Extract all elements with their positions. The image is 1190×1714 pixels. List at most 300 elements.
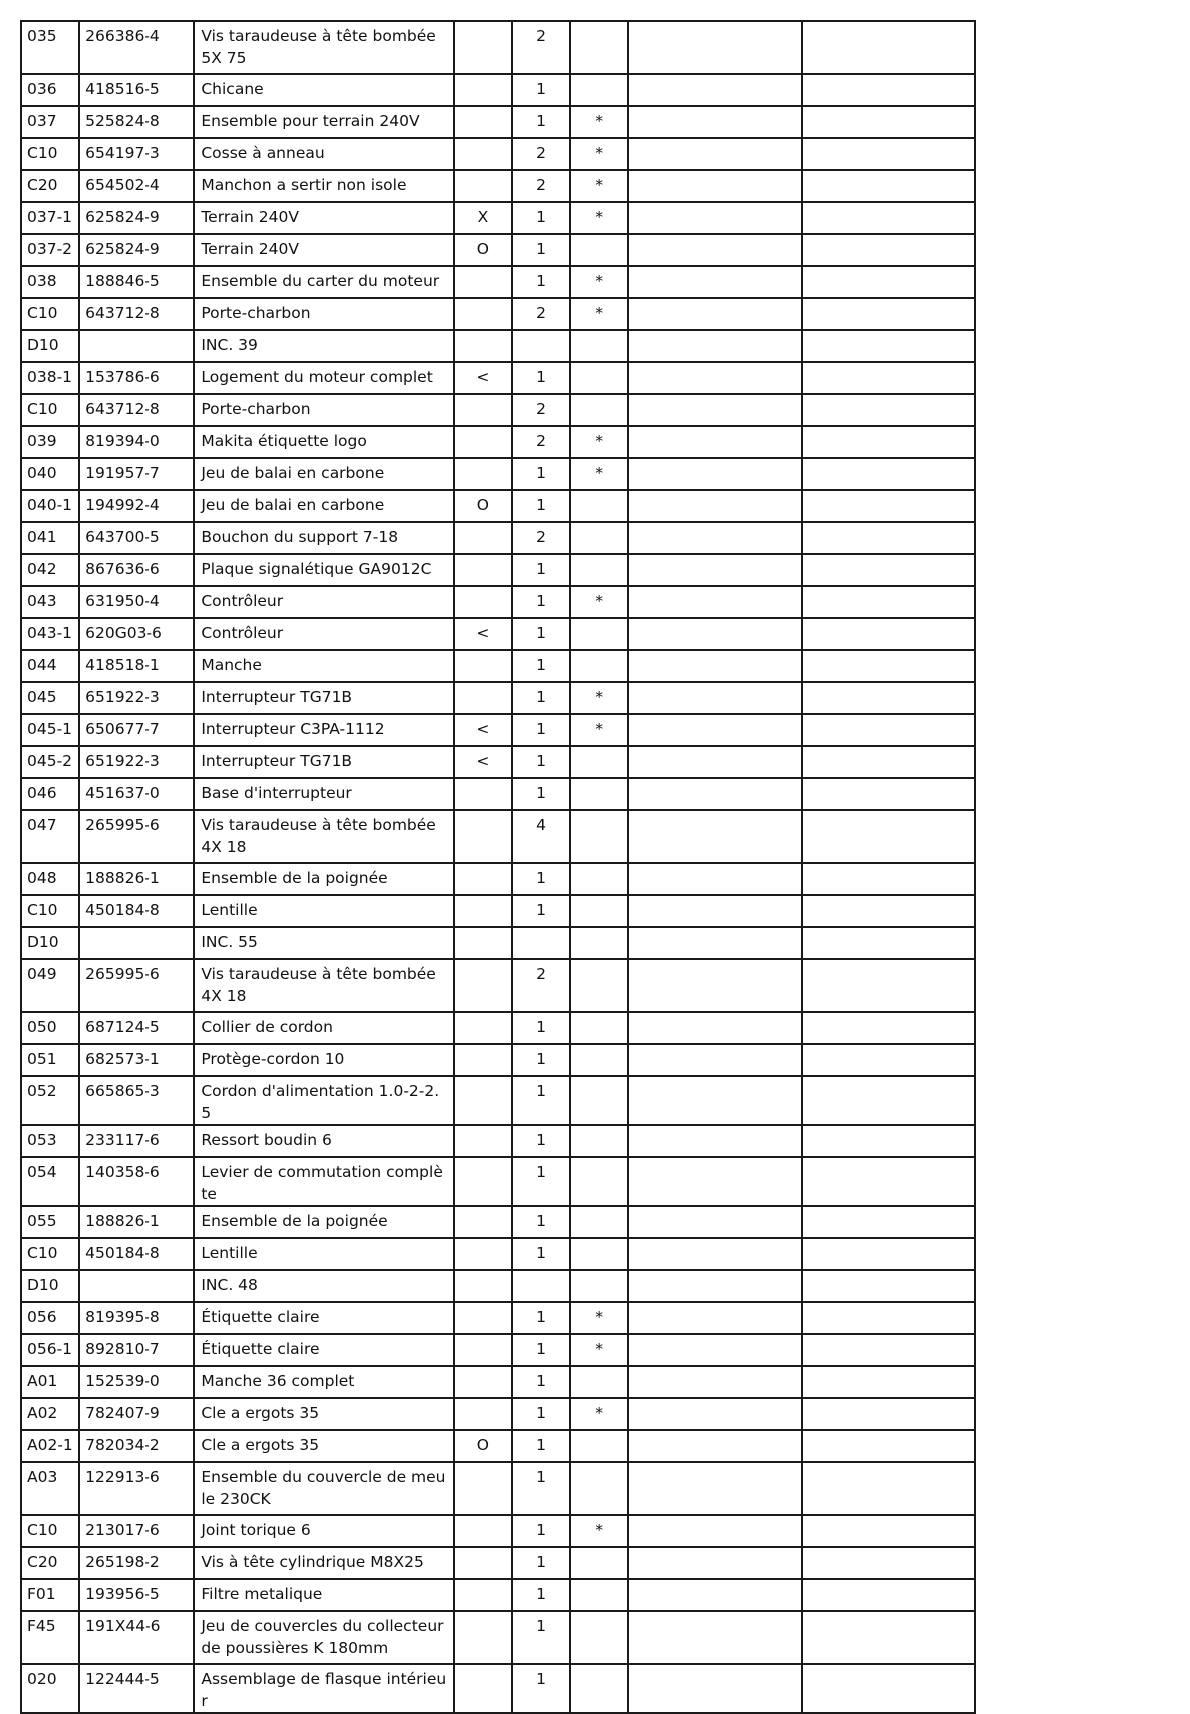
empty-cell-1: [628, 74, 801, 106]
item-number: C10: [21, 298, 79, 330]
empty-cell-2: [802, 394, 975, 426]
empty-cell-1: [628, 330, 801, 362]
description: Makita étiquette logo: [194, 426, 453, 458]
table-row: [21, 586, 975, 618]
note-mark: [570, 618, 628, 650]
item-number: A02: [21, 1398, 79, 1430]
table-row: [21, 1238, 975, 1270]
part-number: 654197-3: [79, 138, 194, 170]
part-number: 233117-6: [79, 1125, 194, 1157]
part-number: 651922-3: [79, 746, 194, 778]
table-row: [21, 927, 975, 959]
empty-cell-1: [628, 138, 801, 170]
empty-cell-2: [802, 1125, 975, 1157]
item-number: 051: [21, 1044, 79, 1076]
empty-cell-2: [802, 1044, 975, 1076]
part-number: 191X44-6: [79, 1611, 194, 1664]
description: Cle a ergots 35: [194, 1398, 453, 1430]
change-mark: [454, 554, 512, 586]
note-mark: [570, 1044, 628, 1076]
table-row: [21, 234, 975, 266]
part-number: 525824-8: [79, 106, 194, 138]
empty-cell-2: [802, 1547, 975, 1579]
change-mark: <: [454, 362, 512, 394]
description: Cle a ergots 35: [194, 1430, 453, 1462]
table-row: [21, 1462, 975, 1515]
description: Interrupteur TG71B: [194, 682, 453, 714]
note-mark: [570, 810, 628, 863]
item-number: 037-2: [21, 234, 79, 266]
part-number: 213017-6: [79, 1515, 194, 1547]
empty-cell-1: [628, 1334, 801, 1366]
item-number: 035: [21, 21, 79, 74]
empty-cell-1: [628, 1664, 801, 1713]
description: Plaque signalétique GA9012C: [194, 554, 453, 586]
note-mark: [570, 234, 628, 266]
quantity: 1: [512, 266, 570, 298]
note-mark: *: [570, 458, 628, 490]
table-row: [21, 1515, 975, 1547]
quantity: 1: [512, 554, 570, 586]
part-number: 193956-5: [79, 1579, 194, 1611]
note-mark: [570, 362, 628, 394]
quantity: 1: [512, 1664, 570, 1713]
empty-cell-2: [802, 138, 975, 170]
description: Ressort boudin 6: [194, 1125, 453, 1157]
note-mark: *: [570, 1302, 628, 1334]
table-row: [21, 1157, 975, 1206]
description: Protège-cordon 10: [194, 1044, 453, 1076]
empty-cell-2: [802, 1398, 975, 1430]
quantity: 1: [512, 586, 570, 618]
change-mark: O: [454, 1430, 512, 1462]
change-mark: [454, 1270, 512, 1302]
empty-cell-2: [802, 170, 975, 202]
item-number: 042: [21, 554, 79, 586]
note-mark: [570, 21, 628, 74]
description: Assemblage de flasque intérieur: [194, 1664, 453, 1713]
part-number: 650677-7: [79, 714, 194, 746]
note-mark: *: [570, 586, 628, 618]
part-number: [79, 330, 194, 362]
table-row: [21, 202, 975, 234]
item-number: 041: [21, 522, 79, 554]
empty-cell-2: [802, 21, 975, 74]
description: Lentille: [194, 1238, 453, 1270]
empty-cell-2: [802, 522, 975, 554]
description: Ensemble du couvercle de meule 230CK: [194, 1462, 453, 1515]
table-row: [21, 746, 975, 778]
item-number: 036: [21, 74, 79, 106]
part-number: 651922-3: [79, 682, 194, 714]
empty-cell-1: [628, 650, 801, 682]
part-number: 665865-3: [79, 1076, 194, 1125]
quantity: 1: [512, 1076, 570, 1125]
part-number: 782407-9: [79, 1398, 194, 1430]
quantity: 2: [512, 426, 570, 458]
note-mark: *: [570, 682, 628, 714]
description: Interrupteur TG71B: [194, 746, 453, 778]
part-number: [79, 1270, 194, 1302]
empty-cell-1: [628, 1270, 801, 1302]
item-number: 054: [21, 1157, 79, 1206]
item-number: 020: [21, 1664, 79, 1713]
description: Contrôleur: [194, 618, 453, 650]
change-mark: [454, 21, 512, 74]
item-number: F01: [21, 1579, 79, 1611]
item-number: A03: [21, 1462, 79, 1515]
quantity: 2: [512, 394, 570, 426]
part-number: 153786-6: [79, 362, 194, 394]
table-row: [21, 1611, 975, 1664]
change-mark: <: [454, 618, 512, 650]
description: Logement du moteur complet: [194, 362, 453, 394]
change-mark: [454, 1515, 512, 1547]
part-number: 643700-5: [79, 522, 194, 554]
table-row: [21, 1012, 975, 1044]
change-mark: [454, 959, 512, 1012]
table-row: [21, 426, 975, 458]
description: Porte-charbon: [194, 394, 453, 426]
part-number: 265995-6: [79, 810, 194, 863]
part-number: 625824-9: [79, 202, 194, 234]
part-number: 194992-4: [79, 490, 194, 522]
table-row: [21, 1430, 975, 1462]
empty-cell-1: [628, 1366, 801, 1398]
description: INC. 55: [194, 927, 453, 959]
change-mark: O: [454, 490, 512, 522]
quantity: 1: [512, 1515, 570, 1547]
change-mark: [454, 138, 512, 170]
item-number: 050: [21, 1012, 79, 1044]
change-mark: [454, 1366, 512, 1398]
item-number: 037-1: [21, 202, 79, 234]
parts-table-body: [21, 21, 975, 1713]
table-row: [21, 458, 975, 490]
empty-cell-2: [802, 490, 975, 522]
empty-cell-1: [628, 586, 801, 618]
table-row: [21, 650, 975, 682]
note-mark: [570, 895, 628, 927]
quantity: 1: [512, 863, 570, 895]
table-row: [21, 21, 975, 74]
table-row: [21, 714, 975, 746]
description: Joint torique 6: [194, 1515, 453, 1547]
note-mark: [570, 927, 628, 959]
empty-cell-2: [802, 298, 975, 330]
empty-cell-2: [802, 106, 975, 138]
note-mark: [570, 1157, 628, 1206]
empty-cell-2: [802, 74, 975, 106]
quantity: 2: [512, 21, 570, 74]
quantity: 1: [512, 1157, 570, 1206]
empty-cell-2: [802, 1302, 975, 1334]
empty-cell-2: [802, 1462, 975, 1515]
note-mark: [570, 1012, 628, 1044]
item-number: 046: [21, 778, 79, 810]
change-mark: [454, 1547, 512, 1579]
table-row: [21, 522, 975, 554]
table-row: [21, 554, 975, 586]
empty-cell-2: [802, 1515, 975, 1547]
description: Bouchon du support 7-18: [194, 522, 453, 554]
empty-cell-2: [802, 1334, 975, 1366]
part-number: 152539-0: [79, 1366, 194, 1398]
table-row: [21, 490, 975, 522]
empty-cell-1: [628, 21, 801, 74]
description: Manchon a sertir non isole: [194, 170, 453, 202]
description: Vis taraudeuse à tête bombée 4X 18: [194, 959, 453, 1012]
quantity: 1: [512, 1547, 570, 1579]
part-number: 418518-1: [79, 650, 194, 682]
change-mark: <: [454, 714, 512, 746]
change-mark: [454, 74, 512, 106]
empty-cell-2: [802, 1012, 975, 1044]
table-row: [21, 778, 975, 810]
part-number: 867636-6: [79, 554, 194, 586]
change-mark: [454, 106, 512, 138]
part-number: 191957-7: [79, 458, 194, 490]
empty-cell-2: [802, 1157, 975, 1206]
table-row: [21, 1270, 975, 1302]
quantity: 1: [512, 1579, 570, 1611]
empty-cell-2: [802, 863, 975, 895]
quantity: 1: [512, 490, 570, 522]
note-mark: *: [570, 426, 628, 458]
note-mark: [570, 1270, 628, 1302]
part-number: 682573-1: [79, 1044, 194, 1076]
empty-cell-1: [628, 554, 801, 586]
item-number: C20: [21, 1547, 79, 1579]
quantity: 1: [512, 618, 570, 650]
note-mark: *: [570, 1334, 628, 1366]
quantity: 1: [512, 1206, 570, 1238]
table-row: [21, 1206, 975, 1238]
item-number: 045-1: [21, 714, 79, 746]
quantity: 1: [512, 1238, 570, 1270]
empty-cell-2: [802, 1430, 975, 1462]
note-mark: [570, 1125, 628, 1157]
table-row: [21, 1547, 975, 1579]
part-number: 451637-0: [79, 778, 194, 810]
change-mark: [454, 810, 512, 863]
note-mark: [570, 650, 628, 682]
item-number: 040-1: [21, 490, 79, 522]
empty-cell-1: [628, 1611, 801, 1664]
empty-cell-1: [628, 234, 801, 266]
part-number: 188826-1: [79, 863, 194, 895]
item-number: 056: [21, 1302, 79, 1334]
item-number: 038: [21, 266, 79, 298]
quantity: [512, 1270, 570, 1302]
change-mark: [454, 298, 512, 330]
empty-cell-1: [628, 106, 801, 138]
part-number: [79, 927, 194, 959]
empty-cell-2: [802, 362, 975, 394]
empty-cell-2: [802, 1238, 975, 1270]
change-mark: [454, 1012, 512, 1044]
note-mark: [570, 554, 628, 586]
empty-cell-2: [802, 458, 975, 490]
empty-cell-1: [628, 810, 801, 863]
quantity: 1: [512, 1398, 570, 1430]
note-mark: [570, 1076, 628, 1125]
change-mark: O: [454, 234, 512, 266]
empty-cell-1: [628, 778, 801, 810]
change-mark: X: [454, 202, 512, 234]
empty-cell-2: [802, 1270, 975, 1302]
part-number: 188826-1: [79, 1206, 194, 1238]
part-number: 892810-7: [79, 1334, 194, 1366]
empty-cell-1: [628, 618, 801, 650]
change-mark: [454, 330, 512, 362]
change-mark: [454, 586, 512, 618]
empty-cell-1: [628, 1579, 801, 1611]
change-mark: [454, 778, 512, 810]
empty-cell-1: [628, 1206, 801, 1238]
description: Jeu de couvercles du collecteur de poussières K 180mm: [194, 1611, 453, 1664]
item-number: C20: [21, 170, 79, 202]
empty-cell-2: [802, 618, 975, 650]
item-number: 052: [21, 1076, 79, 1125]
empty-cell-1: [628, 426, 801, 458]
item-number: 053: [21, 1125, 79, 1157]
empty-cell-2: [802, 554, 975, 586]
table-row: [21, 74, 975, 106]
part-number: 643712-8: [79, 394, 194, 426]
part-number: 450184-8: [79, 1238, 194, 1270]
description: Jeu de balai en carbone: [194, 458, 453, 490]
note-mark: [570, 778, 628, 810]
table-row: [21, 1125, 975, 1157]
table-row: [21, 618, 975, 650]
description: Ensemble pour terrain 240V: [194, 106, 453, 138]
table-row: [21, 362, 975, 394]
empty-cell-2: [802, 586, 975, 618]
table-row: [21, 1334, 975, 1366]
empty-cell-1: [628, 1238, 801, 1270]
change-mark: [454, 1076, 512, 1125]
empty-cell-1: [628, 1302, 801, 1334]
empty-cell-2: [802, 959, 975, 1012]
empty-cell-2: [802, 234, 975, 266]
empty-cell-2: [802, 810, 975, 863]
item-number: 045: [21, 682, 79, 714]
empty-cell-1: [628, 1547, 801, 1579]
part-number: 140358-6: [79, 1157, 194, 1206]
item-number: 044: [21, 650, 79, 682]
change-mark: [454, 1664, 512, 1713]
description: Cosse à anneau: [194, 138, 453, 170]
table-row: [21, 138, 975, 170]
note-mark: [570, 1611, 628, 1664]
item-number: 037: [21, 106, 79, 138]
empty-cell-2: [802, 1206, 975, 1238]
table-row: [21, 1664, 975, 1713]
item-number: 039: [21, 426, 79, 458]
empty-cell-2: [802, 927, 975, 959]
note-mark: [570, 1238, 628, 1270]
change-mark: [454, 895, 512, 927]
description: INC. 48: [194, 1270, 453, 1302]
quantity: 1: [512, 650, 570, 682]
item-number: 047: [21, 810, 79, 863]
note-mark: [570, 522, 628, 554]
part-number: 625824-9: [79, 234, 194, 266]
description: Levier de commutation complète: [194, 1157, 453, 1206]
note-mark: *: [570, 1398, 628, 1430]
empty-cell-1: [628, 959, 801, 1012]
table-row: [21, 106, 975, 138]
table-row: [21, 810, 975, 863]
description: Vis taraudeuse à tête bombée 5X 75: [194, 21, 453, 74]
part-number: 418516-5: [79, 74, 194, 106]
item-number: 055: [21, 1206, 79, 1238]
item-number: C10: [21, 1238, 79, 1270]
empty-cell-1: [628, 458, 801, 490]
empty-cell-1: [628, 895, 801, 927]
note-mark: [570, 1430, 628, 1462]
change-mark: [454, 458, 512, 490]
quantity: 4: [512, 810, 570, 863]
change-mark: [454, 426, 512, 458]
empty-cell-1: [628, 1012, 801, 1044]
table-row: [21, 1076, 975, 1125]
item-number: 045-2: [21, 746, 79, 778]
table-row: [21, 895, 975, 927]
change-mark: [454, 170, 512, 202]
part-number: 654502-4: [79, 170, 194, 202]
note-mark: [570, 1547, 628, 1579]
empty-cell-1: [628, 714, 801, 746]
note-mark: *: [570, 1515, 628, 1547]
table-row: [21, 682, 975, 714]
item-number: F45: [21, 1611, 79, 1664]
note-mark: [570, 746, 628, 778]
change-mark: [454, 1044, 512, 1076]
empty-cell-1: [628, 863, 801, 895]
quantity: 2: [512, 138, 570, 170]
empty-cell-2: [802, 714, 975, 746]
part-number: 819395-8: [79, 1302, 194, 1334]
table-row: [21, 170, 975, 202]
item-number: 043: [21, 586, 79, 618]
change-mark: [454, 1157, 512, 1206]
empty-cell-2: [802, 1611, 975, 1664]
part-number: 266386-4: [79, 21, 194, 74]
description: Chicane: [194, 74, 453, 106]
note-mark: [570, 1206, 628, 1238]
empty-cell-1: [628, 1515, 801, 1547]
quantity: 2: [512, 298, 570, 330]
empty-cell-2: [802, 895, 975, 927]
note-mark: [570, 394, 628, 426]
description: Base d'interrupteur: [194, 778, 453, 810]
part-number: 122444-5: [79, 1664, 194, 1713]
note-mark: [570, 1579, 628, 1611]
table-row: [21, 266, 975, 298]
quantity: 1: [512, 202, 570, 234]
quantity: 1: [512, 74, 570, 106]
table-row: [21, 1398, 975, 1430]
description: Lentille: [194, 895, 453, 927]
description: Terrain 240V: [194, 234, 453, 266]
empty-cell-1: [628, 202, 801, 234]
empty-cell-2: [802, 426, 975, 458]
table-row: [21, 863, 975, 895]
description: Vis taraudeuse à tête bombée 4X 18: [194, 810, 453, 863]
description: Jeu de balai en carbone: [194, 490, 453, 522]
